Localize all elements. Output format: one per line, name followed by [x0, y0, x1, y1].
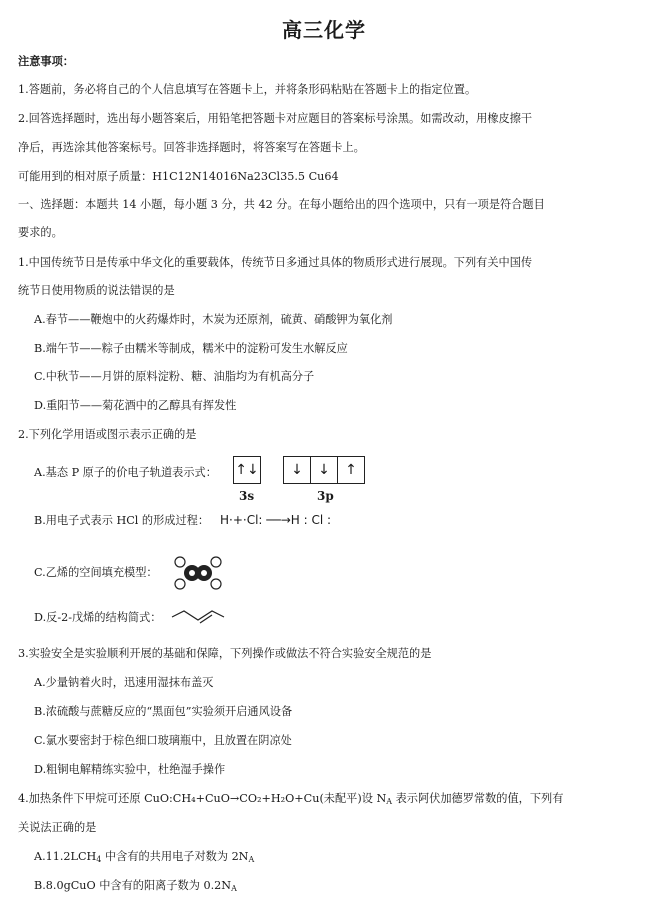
q4-stem-a	[18, 792, 632, 806]
q3-option-a: A.少量钠着火时，迅速用湿抹布盖灭	[34, 676, 214, 689]
q4-option-a-mid: 中含有的共用电子对数为 2N	[101, 850, 249, 863]
q4-option-b-sub: A	[231, 884, 237, 893]
orbital-3s-box	[233, 456, 261, 484]
q4-stem-b: 关说法正确的是	[18, 821, 97, 834]
q3-option-b: B.浓硫酸与蔗糖反应的“黑面包”实验须开启通风设备	[34, 705, 293, 718]
q4-option-b	[34, 879, 632, 893]
q4-option-a	[34, 850, 632, 864]
q4-option-a-text: A.11.2LCH	[34, 850, 97, 863]
ethylene-space-filling-model	[170, 555, 226, 591]
orbital-3p-label: 3p	[317, 489, 334, 503]
q1-option-b: B.端午节——粽子由糯米等制成，糯米中的淀粉可发生水解反应	[34, 342, 348, 355]
q4-option-a-sub: 4	[96, 855, 102, 864]
q1-stem-b: 统节日使用物质的说法错误的是	[18, 284, 175, 297]
q2-option-b: B.用电子式表示 HCl 的形成过程：	[34, 514, 210, 527]
q2-option-d: D.反-2-戊烯的结构简式：	[34, 611, 162, 624]
q4-stem-a-tail: 表示阿伏加德罗常数的值，下列有	[392, 792, 564, 805]
q4-option-a-sub2: A	[248, 855, 255, 864]
q3-stem: 3.实验安全是实验顺利开展的基础和保障，下列操作或做法不符合实验安全规范的是	[18, 647, 432, 660]
notice-2b: 净后，再选涂其他答案标号。回答非选择题时，将答案写在答题卡上。	[18, 141, 365, 154]
q1-option-c: C.中秋节——月饼的原料淀粉、糖、油脂均为有机高分子	[34, 370, 315, 383]
q1-option-d: D.重阳节——菊花酒中的乙醇具有挥发性	[34, 399, 237, 412]
q3-option-c: C.氯水要密封于棕色细口玻璃瓶中，且放置在阴凉处	[34, 734, 292, 747]
q4-option-b-text: B.8.0gCuO 中含有的阳离子数为 0.2N	[34, 879, 232, 892]
q2-stem: 2.下列化学用语或图示表示正确的是	[18, 428, 197, 441]
section1-line-a: 一、选择题：本题共 14 小题，每小题 3 分，共 42 分。在每小题给出的四个选项中，只有一项是符合题目	[18, 198, 545, 211]
q4-stem-a-sub: A	[386, 797, 393, 806]
q2-option-c: C.乙烯的空间填充模型：	[34, 566, 158, 579]
orbital-3p-cell-2: ↓	[311, 457, 338, 483]
q2-option-a: A.基态 P 原子的价电子轨道表示式：	[34, 466, 217, 479]
q1-option-a: A.春节——鞭炮中的火药爆炸时，木炭为还原剂，硫黄、硝酸钾为氧化剂	[34, 313, 393, 326]
page-title: 高三化学	[282, 18, 366, 42]
trans-2-pentene-skeletal-formula	[170, 605, 226, 625]
q4-stem-a-text: 4.加热条件下甲烷可还原 CuO:CH₄+CuO→CO₂+H₂O+Cu(未配平)设 N	[18, 792, 387, 805]
q1-stem-a: 1.中国传统节日是传承中华文化的重要载体，传统节日多通过具体的物质形式进行展现。下列有关中国传	[18, 256, 533, 269]
orbital-3p-cell-1: ↓	[284, 457, 311, 483]
section1-line-b: 要求的。	[18, 226, 63, 239]
orbital-diagram	[233, 456, 373, 508]
q3-option-d: D.粗铜电解精练实验中，杜绝湿手操作	[34, 763, 226, 776]
notice-2a: 2.回答选择题时，选出每小题答案后，用铅笔把答题卡对应题目的答案标号涂黑。如需改动，用橡皮擦干	[18, 112, 533, 125]
orbital-3s-label: 3s	[239, 489, 255, 503]
orbital-3p-box	[283, 456, 365, 484]
notice-1: 1.答题前，务必将自己的个人信息填写在答题卡上，并将条形码粘贴在答题卡上的指定位置。	[18, 83, 477, 96]
electron-dot-expression: H·+·Cl: ──→H : Cl :	[220, 513, 332, 527]
orbital-3s-cell: ↑↓	[235, 462, 259, 478]
atomic-mass-line: 可能用到的相对原子质量：H1C12N14016Na23Cl35.5 Cu64	[18, 170, 339, 183]
notice-heading: 注意事项：	[18, 54, 74, 68]
orbital-3p-cell-3: ↑	[345, 462, 357, 478]
